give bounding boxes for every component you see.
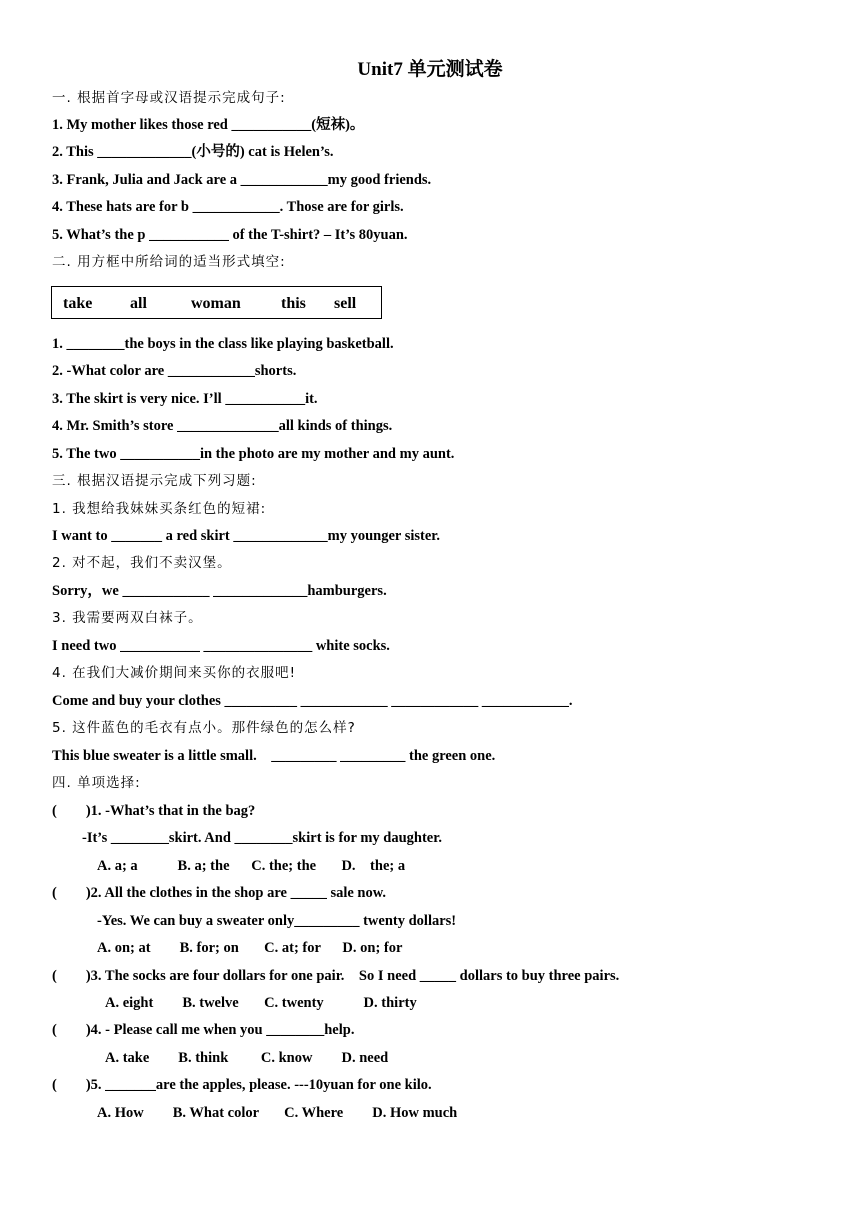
s3-item-3-english: I need two ___________ _______________ white socks.: [52, 638, 390, 654]
q3-options: A. eight B. twelve C. twenty D. thirty: [105, 995, 417, 1011]
s2-item-2: 2. -What color are ____________shorts.: [52, 363, 297, 379]
s3-item-2-english: Sorry，we ____________ _____________hamburgers.: [52, 583, 387, 599]
s3-item-4-chinese: 4. 在我们大减价期间来买你的衣服吧!: [52, 665, 297, 681]
s2-item-1: 1. ________the boys in the class like playing basketball.: [52, 336, 394, 352]
s3-item-5-chinese: 5. 这件蓝色的毛衣有点小。那件绿色的怎么样?: [52, 720, 356, 736]
s2-item-5: 5. The two ___________in the photo are my mother and my aunt.: [52, 446, 455, 462]
section-2-heading: 二. 用方框中所给词的适当形式填空:: [52, 254, 286, 270]
q2-stem-continued: -Yes. We can buy a sweater only_________ twenty dollars!: [97, 913, 457, 929]
section-3-heading: 三. 根据汉语提示完成下列习题:: [52, 473, 257, 489]
section-4-heading: 四. 单项选择:: [52, 775, 141, 791]
page-title: Unit7 单元测试卷: [357, 59, 503, 80]
s2-item-3: 3. The skirt is very nice. I’ll ___________it.: [52, 391, 318, 407]
q4-options: A. take B. think C. know D. need: [105, 1050, 389, 1066]
q1-stem-continued: -It’s ________skirt. And ________skirt is for my daughter.: [82, 830, 442, 846]
word-box-item: sell: [334, 295, 357, 312]
s3-item-2-chinese: 2. 对不起，我们不卖汉堡。: [52, 555, 232, 571]
s1-item-3: 3. Frank, Julia and Jack are a ____________my good friends.: [52, 172, 432, 188]
s2-item-4: 4. Mr. Smith’s store ______________all kinds of things.: [52, 418, 393, 434]
s3-item-3-chinese: 3. 我需要两双白袜子。: [52, 610, 203, 626]
q3-stem: ( )3. The socks are four dollars for one pair. So I need _____ dollars to buy three pairs.: [52, 968, 620, 984]
word-box: [51, 286, 382, 319]
q4-stem: ( )4. - Please call me when you ________help.: [52, 1022, 355, 1038]
q5-stem: ( )5. _______are the apples, please. ---10yuan for one kilo.: [52, 1077, 432, 1093]
q1-stem: ( )1. -What’s that in the bag?: [52, 803, 256, 819]
s3-item-4-english: Come and buy your clothes __________ ____________ ____________ ____________.: [52, 693, 573, 709]
s3-item-5-english: This blue sweater is a little small. _________ _________ the green one.: [52, 748, 496, 764]
q1-options: A. a; a B. a; the C. the; the D. the; a: [97, 858, 406, 874]
s3-item-1-english: I want to _______ a red skirt _____________my younger sister.: [52, 528, 441, 544]
word-box-item: woman: [191, 295, 241, 312]
s3-item-1-chinese: 1. 我想给我妹妹买条红色的短裙:: [52, 501, 267, 517]
q2-options: A. on; at B. for; on C. at; for D. on; for: [97, 940, 403, 956]
q5-options: A. How B. What color C. Where D. How much: [97, 1105, 458, 1121]
s1-item-5: 5. What’s the p ___________ of the T-shirt? – It’s 80yuan.: [52, 227, 408, 243]
word-box-item: take: [63, 295, 93, 312]
s1-item-2: 2. This _____________(小号的) cat is Helen’s.: [52, 144, 334, 160]
q2-stem: ( )2. All the clothes in the shop are _____ sale now.: [52, 885, 387, 901]
word-box-item: all: [130, 295, 147, 312]
s1-item-4: 4. These hats are for b ____________. Those are for girls.: [52, 199, 404, 215]
section-1-heading: 一. 根据首字母或汉语提示完成句子:: [52, 90, 286, 106]
s1-item-1: 1. My mother likes those red ___________(短袜)。: [52, 117, 365, 133]
word-box-item: this: [281, 295, 306, 312]
